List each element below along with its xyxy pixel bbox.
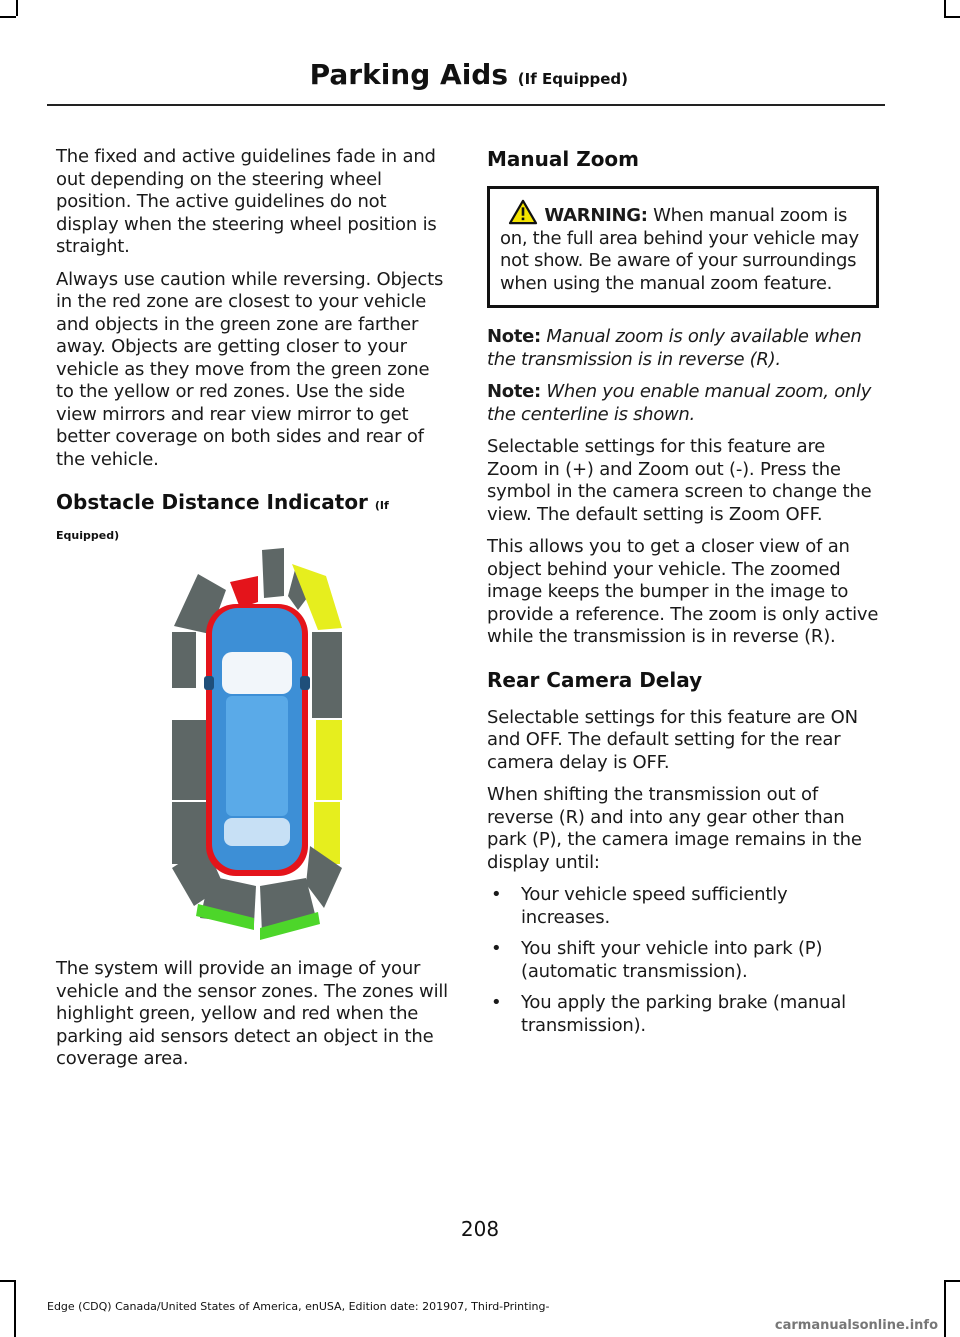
left-front-side-zone — [172, 632, 196, 688]
crop-mark — [944, 0, 946, 16]
delay-settings-paragraph: Selectable settings for this feature are ON and OFF. The default setting for the rear camera delay is OFF. — [487, 706, 858, 773]
note-text: Manual zoom is only available when the transmission is in reverse (R). — [487, 326, 862, 370]
front-left-inner-zone — [230, 576, 258, 608]
note-reverse — [487, 326, 879, 371]
crop-mark — [944, 1280, 946, 1337]
list-item-text: You apply the parking brake (manual transmission). — [521, 992, 846, 1036]
list-item — [487, 992, 879, 1037]
crop-mark — [944, 16, 960, 18]
obstacle-distance-heading-text: Obstacle Distance Indicator — [56, 490, 368, 514]
list-item — [487, 938, 879, 983]
list-item — [487, 884, 879, 929]
warning-box — [487, 186, 879, 308]
sensor-zones-paragraph: The system will provide an image of your vehicle and the sensor zones. The zones will highlight green, yellow and red when the parking aid sensors detect an object in the coverage area. — [56, 958, 448, 1069]
crop-mark — [946, 1280, 960, 1282]
delay-behavior-paragraph: When shifting the transmission out of reverse (R) and into any gear other than park (P), the camera image remains in the display until: — [487, 784, 862, 873]
left-rear-side-zone — [172, 720, 206, 800]
page-number: 208 — [460, 1217, 500, 1241]
page-title — [310, 58, 628, 91]
note-centerline — [487, 381, 879, 426]
bullet-mark: • — [491, 884, 502, 905]
delay-conditions-list — [487, 884, 879, 1037]
page-title-text: Parking Aids — [309, 58, 509, 91]
note-text: When you enable manual zoom, only the centerline is shown. — [487, 381, 872, 425]
manual-zoom-heading: Manual Zoom — [487, 147, 640, 171]
crop-mark — [14, 1280, 16, 1337]
obstacle-distance-heading-note: (If Equipped) — [56, 499, 389, 542]
bullet-mark: • — [491, 938, 502, 959]
page-title-subtitle: (If Equipped) — [517, 70, 628, 88]
parking-sensor-diagram — [166, 546, 348, 944]
right-mid-side-zone — [316, 720, 342, 800]
footer-edition: Edge (CDQ) Canada/United States of America, enUSA, Edition date: 201907, Third-Printing- — [47, 1300, 550, 1313]
left-column-lower — [56, 958, 448, 1081]
list-item-text: You shift your vehicle into park (P) (automatic transmission). — [521, 938, 823, 982]
header-rule — [47, 104, 885, 106]
crop-mark — [16, 0, 18, 16]
right-front-side-zone — [312, 632, 342, 718]
right-column — [487, 146, 879, 1046]
obstacle-distance-heading — [56, 489, 448, 549]
left-column — [56, 146, 448, 563]
list-item-text: Your vehicle speed sufficiently increases. — [521, 884, 788, 928]
note-label: Note: — [487, 326, 541, 347]
crop-mark — [0, 1280, 14, 1282]
caution-paragraph: Always use caution while reversing. Objects in the red zone are closest to your vehicle and objects in the green zone are farther away. Objects are getting closer to your vehicle as they move from the green zone to the yellow or red zones. Use the side view mirrors and rear view mirror to get better coverage on both sides and rear of the vehicle. — [56, 268, 444, 470]
vehicle-windshield — [222, 652, 292, 694]
vehicle-rear-window — [224, 818, 290, 846]
warning-triangle-icon — [507, 199, 539, 225]
rear-camera-delay-heading: Rear Camera Delay — [487, 667, 703, 692]
zoom-purpose-paragraph: This allows you to get a closer view of an object behind your vehicle. The zoomed image keeps the bumper in the image to provide a reference. The zoom is only active while the transmission is in reverse (R). — [487, 536, 879, 647]
front-center-zone — [262, 548, 284, 598]
zoom-settings-paragraph: Selectable settings for this feature are Zoom in (+) and Zoom out (-). Press the symbol in the camera screen to change the view. The default setting is Zoom OFF. — [487, 436, 872, 525]
note-label: Note: — [487, 381, 541, 402]
vehicle-roof — [226, 696, 288, 816]
watermark: carmanualsonline.info — [774, 1318, 938, 1333]
vehicle-right-mirror — [300, 676, 310, 690]
bullet-mark: • — [491, 992, 502, 1013]
guidelines-paragraph: The fixed and active guidelines fade in and out depending on the steering wheel position. The active guidelines do not display when the steering wheel position is straight. — [56, 146, 437, 257]
warning-label: WARNING: — [544, 205, 648, 226]
crop-mark — [0, 16, 16, 18]
vehicle-left-mirror — [204, 676, 214, 690]
warning-text: When manual zoom is on, the full area behind your vehicle may not show. Be aware of your surroundings when using the manual zoom feature. — [500, 205, 859, 294]
